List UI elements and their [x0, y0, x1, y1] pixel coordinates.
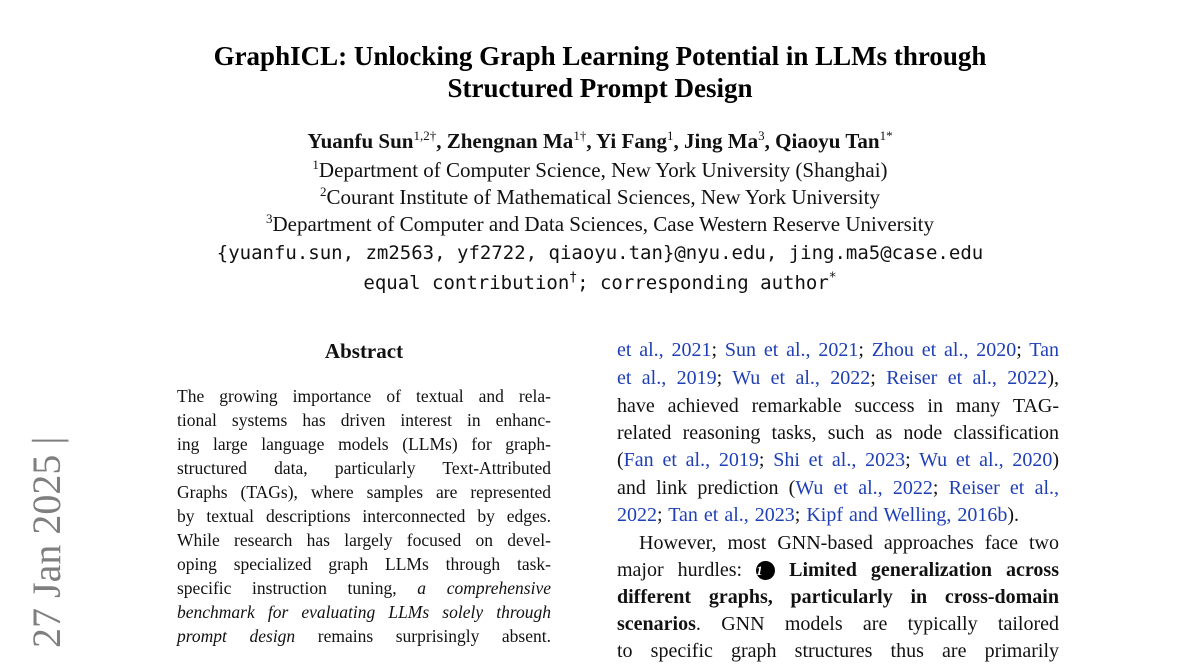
author-sup: 1*: [879, 128, 893, 143]
dagger-mark: †: [569, 270, 578, 286]
affiliation-1: [0, 157, 1200, 184]
body-line: [617, 475, 1059, 502]
affiliation-text: Courant Institute of Mathematical Sciences, New York University: [326, 185, 880, 209]
body-line: to specific graph structures thus are primarily: [617, 640, 1059, 662]
abstract-line: [177, 576, 551, 600]
author-sup: 3: [758, 128, 765, 143]
affiliation-sup: 3: [265, 211, 273, 226]
abstract-heading: Abstract: [324, 339, 404, 363]
author-list: Yuanfu Sun$^{1,2\dagger}$, Zhengnan $Ma^{1\dagger}$, Yi Fang$^1$, Jing Ma$^3$, Qiaoyu Tan$^{1*}$: [307, 128, 893, 153]
contribution-note: [0, 270, 1200, 297]
citation-link[interactable]: Tan: [1029, 339, 1059, 361]
abstract-line: structured data, particularly Text-Attributed: [177, 458, 551, 478]
affiliation-sup: 2: [320, 184, 327, 199]
separator: ;: [794, 504, 807, 526]
separator: ): [1052, 449, 1060, 471]
abstract-text: specific instruction tuning,: [177, 578, 418, 598]
corresponding-author-label: ; corresponding author: [577, 272, 829, 294]
title-line-1: GraphICL: Unlocking Graph Learning Potential in LLMs through: [213, 41, 987, 71]
body-line: different graphs, particularly in cross-domain: [617, 586, 1059, 608]
abstract-text: remains surprisingly absent.: [295, 626, 552, 646]
body-line: However, most GNN-based approaches face two: [639, 532, 1059, 554]
separator: ;: [858, 339, 872, 361]
affiliation-sup: 1: [312, 157, 319, 172]
separator: ;: [905, 449, 920, 471]
body-text: and link prediction (: [617, 477, 796, 499]
paper-title: [0, 40, 1200, 104]
body-line: [617, 502, 1059, 529]
author-emails: {yuanfu.sun, zm2563, yf2722, qiaoyu.tan}@nyu.edu, jing.ma5@case.edu: [216, 242, 984, 264]
citation-link[interactable]: Tan et al., 2023: [668, 504, 795, 526]
author-name: Jing Ma: [684, 129, 759, 153]
citation-link[interactable]: Wu et al., 2022: [732, 367, 871, 389]
separator: ),: [1047, 367, 1059, 389]
author-name: Yuanfu Sun: [307, 129, 414, 153]
citation-link[interactable]: Fan et al., 2019: [623, 449, 759, 471]
separator: ).: [1007, 504, 1020, 526]
author-name: Zhengnan Ma: [446, 129, 574, 153]
author-sup: 1†: [573, 128, 587, 143]
abstract-line: [177, 624, 551, 648]
affiliation-text: Department of Computer Science, New York University (Shanghai): [318, 158, 888, 182]
body-line: have achieved remarkable success in many TAG-: [617, 395, 1059, 417]
citation-link[interactable]: Reiser et al.,: [948, 477, 1059, 499]
separator: ;: [1016, 339, 1030, 361]
separator: ;: [657, 504, 669, 526]
arxiv-date: 27 Jan 2025: [24, 454, 69, 648]
numbered-circle-icon: 1: [756, 561, 775, 580]
author-name: Qiaoyu Tan: [775, 129, 880, 153]
body-text: . GNN models are typically tailored: [695, 613, 1059, 635]
arxiv-date-stamp: 27 Jan 2025 |: [24, 436, 69, 648]
citation-link[interactable]: Wu et al., 2020: [919, 449, 1053, 471]
citation-link[interactable]: Wu et al., 2022: [795, 477, 933, 499]
separator: ;: [711, 339, 725, 361]
citation-link[interactable]: et al., 2019: [617, 367, 717, 389]
body-line: [617, 447, 1059, 474]
body-line: [617, 365, 1059, 392]
affiliation-2: [0, 184, 1200, 211]
body-line: [617, 611, 1059, 638]
abstract-line: benchmark for evaluating LLMs solely through: [177, 602, 551, 622]
abstract-emphasis: a comprehensive: [417, 578, 551, 598]
body-line: [617, 557, 1059, 584]
body-bold-text: Limited generalization across: [775, 559, 1059, 581]
abstract-line: oping specialized graph LLMs through task-: [177, 554, 551, 574]
affiliation-3: [0, 211, 1200, 238]
body-bold-text: scenarios: [617, 613, 696, 635]
body-text: major hurdles:: [617, 559, 757, 581]
body-line: related reasoning tasks, such as node classification: [617, 422, 1059, 444]
equal-contribution-label: equal contribution: [363, 272, 570, 294]
abstract-line: ing large language models (LLMs) for graph-: [177, 434, 551, 454]
separator: ;: [932, 477, 949, 499]
affiliation-text: Department of Computer and Data Sciences, Case Western Reserve University: [272, 212, 935, 236]
separator: ;: [870, 367, 887, 389]
author-sup: 1,2†: [413, 128, 437, 143]
title-line-2: Structured Prompt Design: [447, 73, 753, 103]
separator: ;: [716, 367, 733, 389]
abstract-line: Graphs (TAGs), where samples are represented: [177, 482, 551, 502]
separator: ;: [758, 449, 774, 471]
citation-link[interactable]: Sun et al., 2021: [724, 339, 859, 361]
star-mark: *: [828, 270, 837, 286]
author-name: Yi Fang: [596, 129, 668, 153]
citation-link[interactable]: Kipf and Welling, 2016b: [806, 504, 1008, 526]
author-sup: 1: [667, 128, 674, 143]
abstract-line: The growing importance of textual and rela-: [177, 386, 551, 406]
abstract-line: While research has largely focused on devel-: [177, 530, 551, 550]
abstract-line: by textual descriptions interconnected by edges.: [177, 506, 551, 526]
abstract-emphasis: prompt design: [177, 626, 296, 646]
abstract-line: tional systems has driven interest in enhanc-: [177, 410, 551, 430]
body-line: [617, 337, 1059, 364]
citation-link[interactable]: Reiser et al., 2022: [886, 367, 1048, 389]
citation-link[interactable]: Shi et al., 2023: [773, 449, 906, 471]
separator: (: [617, 449, 624, 471]
citation-link[interactable]: et al., 2021: [617, 339, 712, 361]
citation-link[interactable]: 2022: [617, 504, 657, 526]
citation-link[interactable]: Zhou et al., 2020: [871, 339, 1017, 361]
